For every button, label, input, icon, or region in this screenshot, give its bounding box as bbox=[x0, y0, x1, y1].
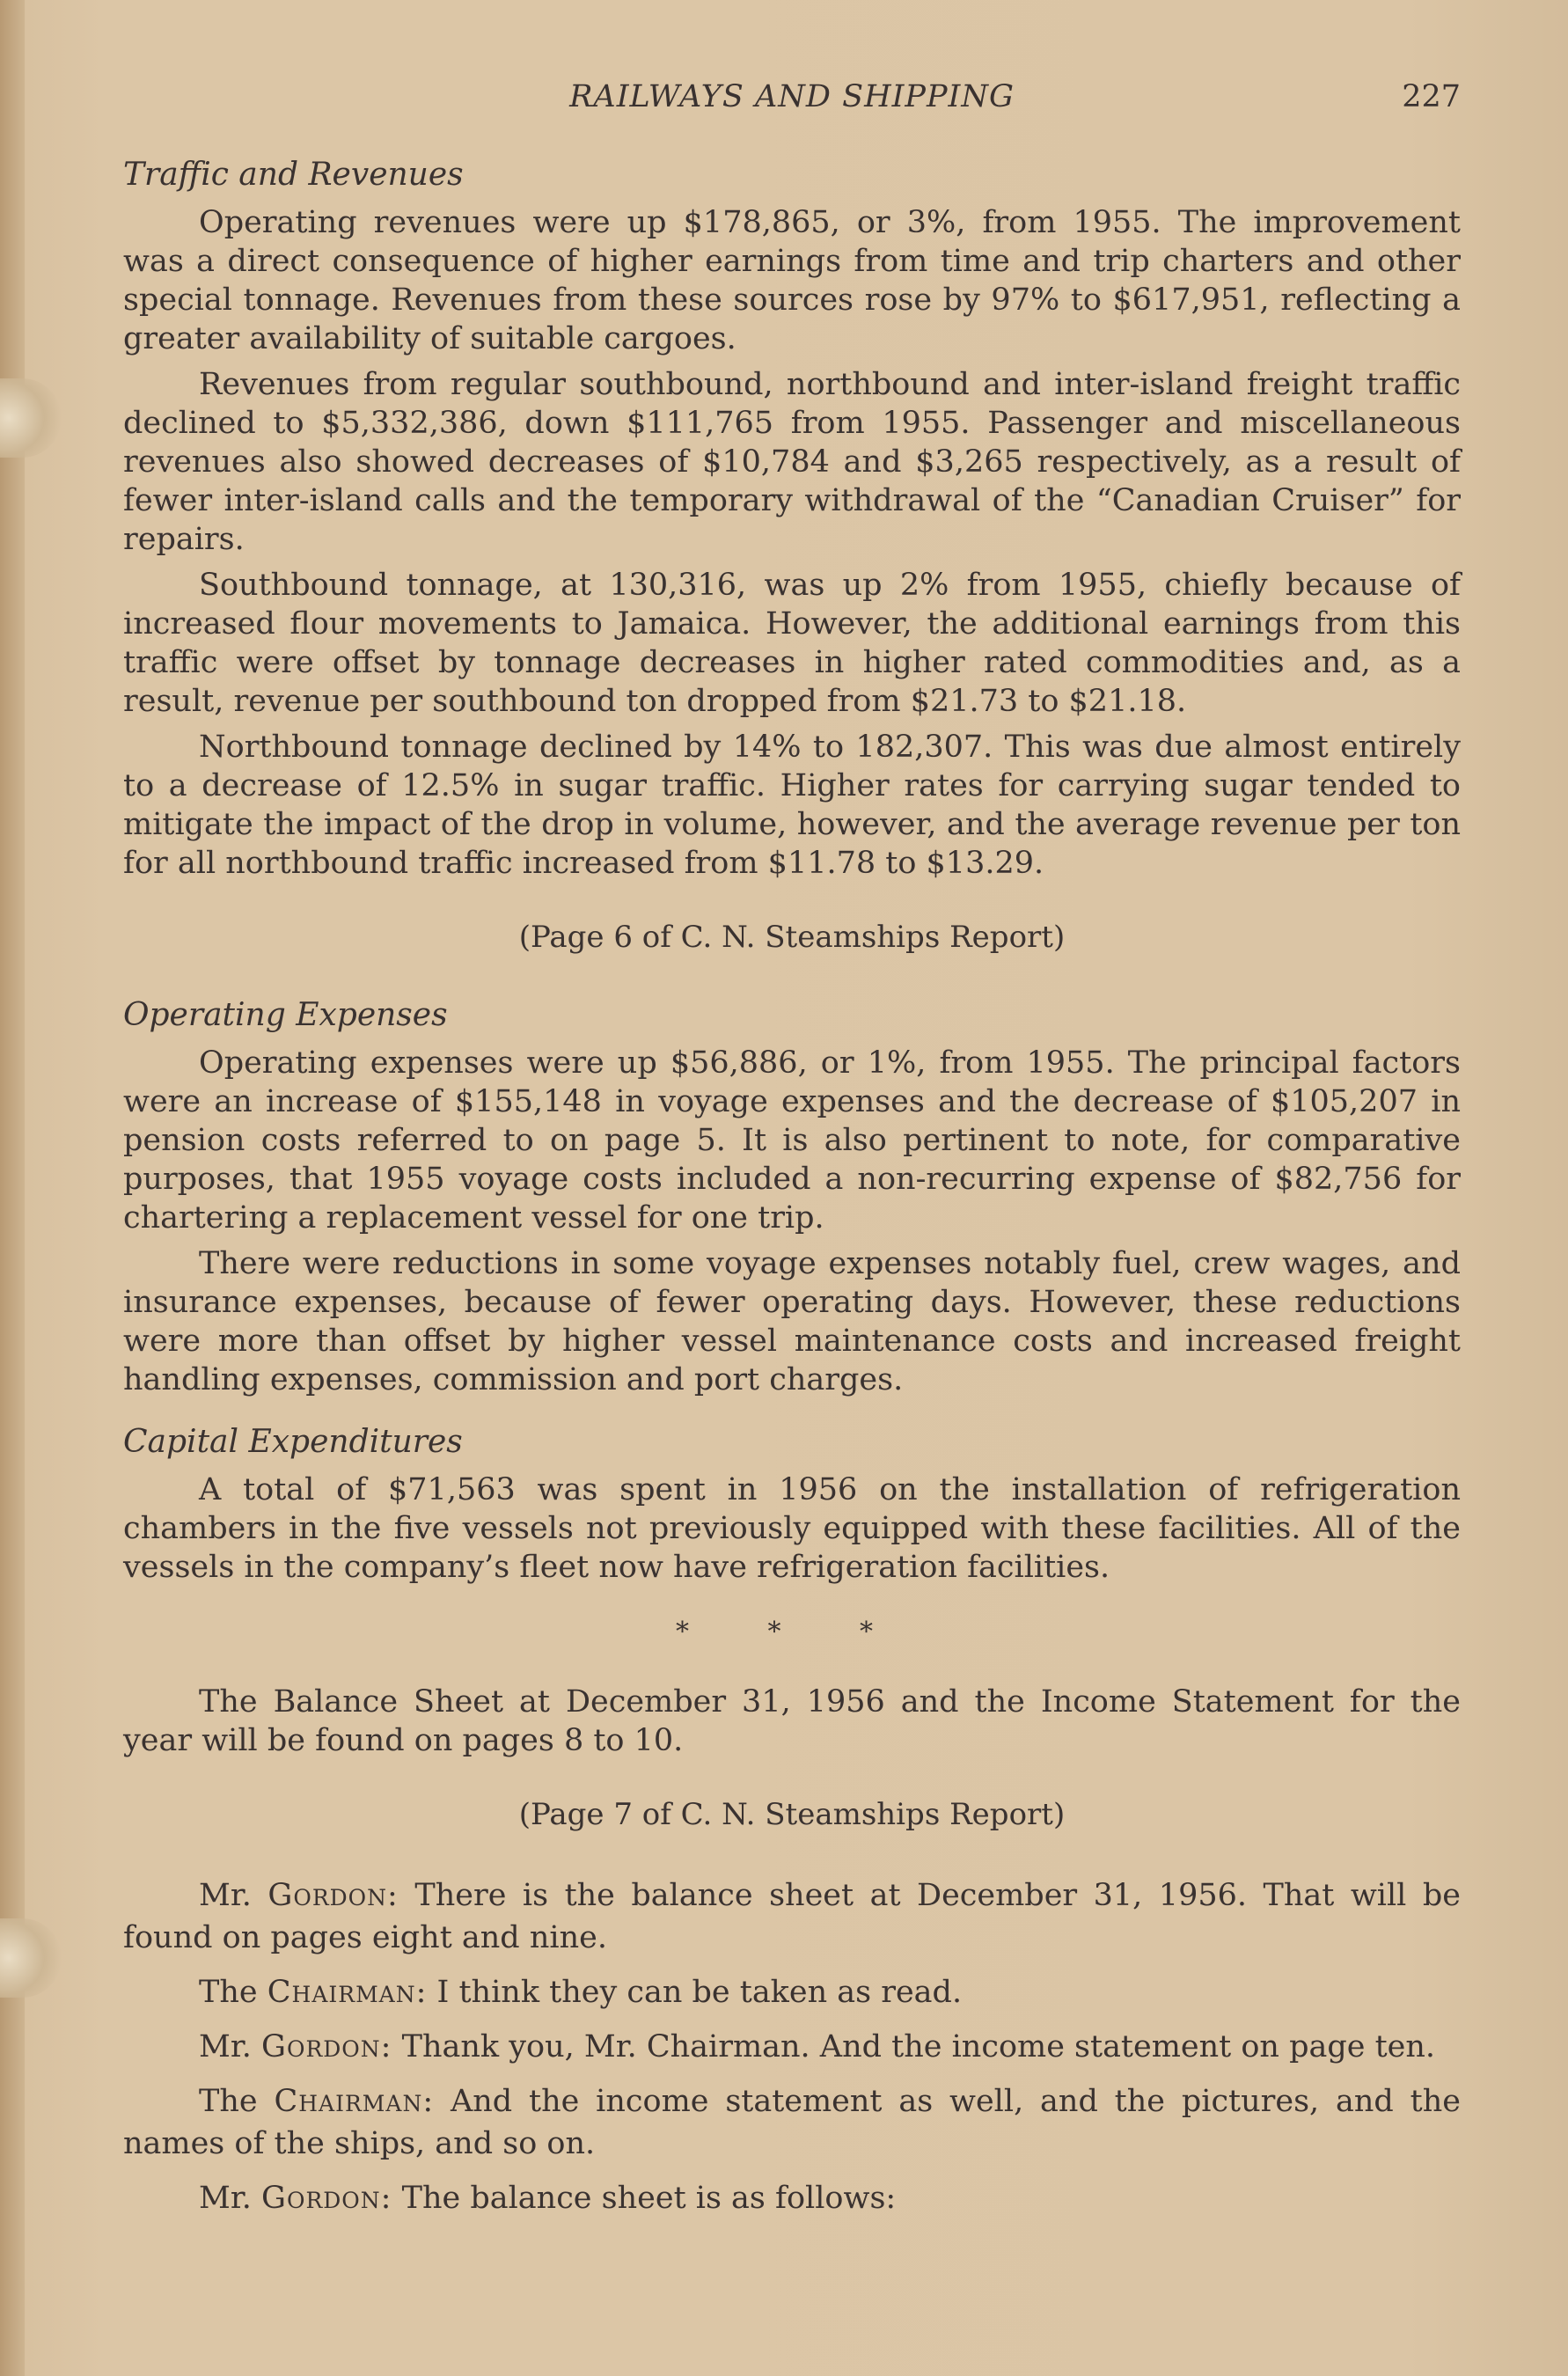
punch-hole-top bbox=[0, 378, 62, 458]
paragraph: A total of $71,563 was spent in 1956 on the installation of refrigeration chambers in the five vessels not previously equipped with these facilities. All of the vessels in the company’s fleet now have refrigeration facilities. bbox=[123, 1472, 1461, 1585]
speaker-prefix: The bbox=[199, 1975, 267, 2010]
speaker-prefix: Mr. bbox=[199, 1878, 268, 1913]
speaker-name: Chairman: bbox=[274, 2084, 435, 2119]
dialogue-text: Thank you, Mr. Chairman. And the income statement on page ten. bbox=[401, 2029, 1436, 2064]
running-head bbox=[123, 79, 1461, 132]
paragraph: Northbound tonnage declined by 14% to 182,307. This was due almost entirely to a decrease of 12.5% in sugar traffic. Higher rates for carrying sugar tended to mitigate the impact of the drop in volume, however, and the average revenue per ton for all northbound traffic increased from $11.78 to $13.29. bbox=[123, 730, 1461, 881]
punch-hole-bottom bbox=[0, 1918, 62, 1998]
speaker-prefix: Mr. bbox=[199, 2029, 261, 2064]
speaker-prefix: Mr. bbox=[199, 2181, 261, 2216]
dialogue-text: There is the balance sheet at December 31, 1956. That will be found on pages eight and nine. bbox=[123, 1878, 1461, 1955]
paragraph: There were reductions in some voyage expenses notably fuel, crew wages, and insurance expenses, because of fewer operating days. However, these reductions were more than offset by higher vessel maintenance costs and increased freight handling expenses, commission and port charges. bbox=[123, 1246, 1461, 1397]
speaker-name: Gordon: bbox=[260, 2029, 392, 2064]
binding-gutter bbox=[0, 0, 25, 2376]
section-heading-capital-expenditures: Capital Expenditures bbox=[123, 1424, 463, 1460]
paragraph: Revenues from regular southbound, northbound and inter-island freight traffic declined to $5,332,386, down $111,765 from 1955. Passenger and miscellaneous revenues also showed decreases of $10,784 and $3,265 respectively, as a result of fewer inter-island calls and the temporary withdrawal of the “Canadian Cruiser” for repairs. bbox=[123, 367, 1461, 557]
running-head-title: RAILWAYS AND SHIPPING bbox=[569, 79, 1015, 114]
dialogue-text: I think they can be taken as read. bbox=[436, 1975, 963, 2010]
dialogue-line bbox=[123, 2026, 1461, 2068]
section-heading-traffic: Traffic and Revenues bbox=[123, 157, 464, 193]
speaker-name: Gordon: bbox=[260, 2181, 392, 2216]
page-reference: (Page 7 of C. N. Steamships Report) bbox=[518, 1797, 1066, 1832]
dialogue-text: The balance sheet is as follows: bbox=[401, 2181, 897, 2216]
paragraph: Southbound tonnage, at 130,316, was up 2% from 1955, chiefly because of increased flour movements to Jamaica. However, the additional earnings from this traffic were offset by tonnage decreases in higher rated commodities and, as a result, revenue per southbound ton dropped from $21.73 to $21.18. bbox=[123, 568, 1461, 719]
dialogue-text: And the income statement as well, and the pictures, and the names of the ships, and so on. bbox=[123, 2084, 1461, 2161]
dialogue-line bbox=[123, 2177, 1461, 2219]
balance-sheet-paragraph: The Balance Sheet at December 31, 1956 and the Income Statement for the year will be found on pages 8 to 10. bbox=[123, 1684, 1461, 1758]
speaker-name: Gordon: bbox=[267, 1878, 399, 1913]
paragraph: Operating revenues were up $178,865, or 3%, from 1955. The improvement was a direct consequence of higher earnings from time and trip charters and other special tonnage. Revenues from these sources rose by 97% to $617,951, reflecting a greater availability of suitable cargoes. bbox=[123, 205, 1461, 356]
dialogue-line bbox=[123, 1874, 1461, 1959]
section-heading-operating-expenses: Operating Expenses bbox=[123, 997, 448, 1033]
speaker-name: Chairman: bbox=[267, 1975, 428, 2010]
speaker-prefix: The bbox=[199, 2084, 275, 2119]
page-reference: (Page 6 of C. N. Steamships Report) bbox=[518, 920, 1066, 955]
dialogue-line bbox=[123, 1971, 1461, 2013]
page-content bbox=[123, 79, 1461, 2232]
dialogue-line bbox=[123, 2080, 1461, 2165]
paragraph: Operating expenses were up $56,886, or 1%, from 1955. The principal factors were an increase of $155,148 in voyage expenses and the decrease of $105,207 in pension costs referred to on page 5. It is also pertinent to note, for comparative purposes, that 1955 voyage costs included a non-recurring expense of $82,756 for chartering a replacement vessel for one trip. bbox=[123, 1045, 1461, 1236]
page-number: 227 bbox=[1402, 79, 1461, 114]
section-separator: * * * bbox=[675, 1617, 909, 1647]
